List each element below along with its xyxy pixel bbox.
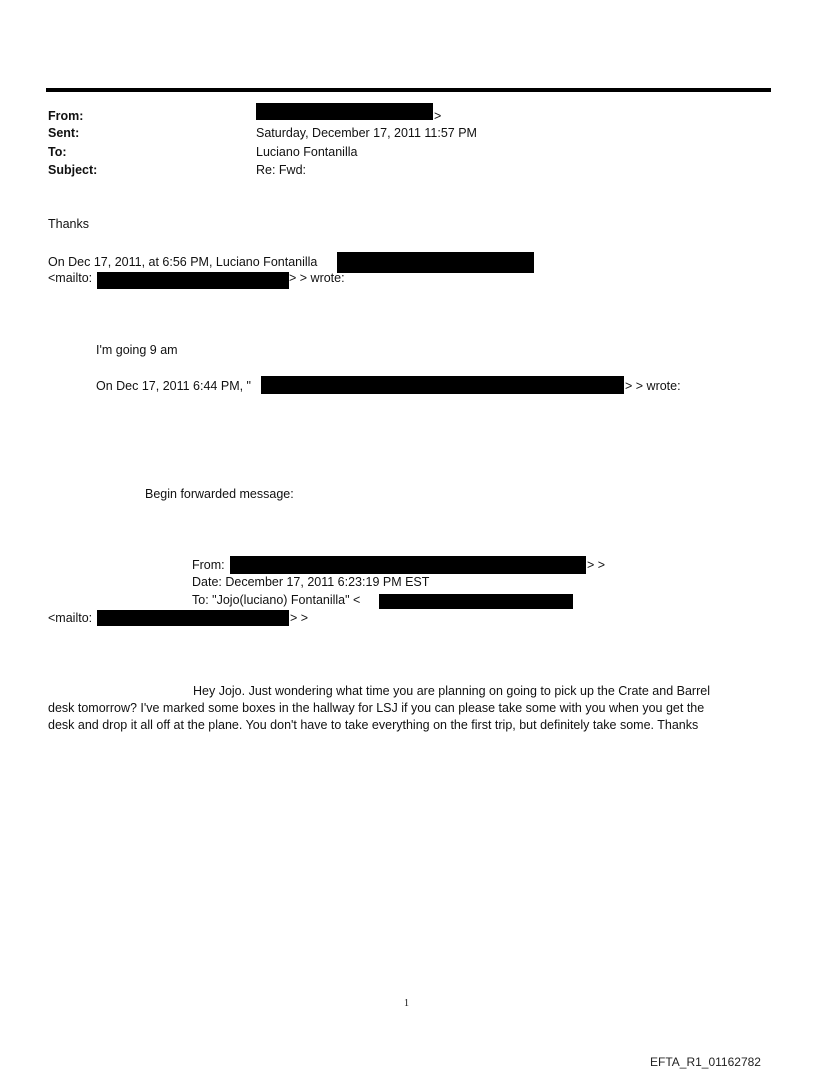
sent-value: Saturday, December 17, 2011 11:57 PM xyxy=(256,126,477,140)
forwarded-from-suffix: > > xyxy=(587,558,606,572)
to-label: To: xyxy=(48,145,67,159)
redaction-block xyxy=(256,103,433,120)
forwarded-mailto-suffix: > > xyxy=(290,611,309,625)
redaction-block xyxy=(97,610,289,626)
message-body-line2: desk tomorrow? I've marked some boxes in the hallway for LSJ if you can please take some with you when you get the xyxy=(48,701,705,715)
forward-begin-label: Begin forwarded message: xyxy=(145,487,294,501)
level1-quote-suffix: > > wrote: xyxy=(625,379,681,393)
redaction-block xyxy=(379,594,573,609)
forwarded-mailto-prefix: <mailto: xyxy=(48,611,93,625)
forwarded-to-line: To: "Jojo(luciano) Fontanilla" < xyxy=(192,593,361,607)
level1-quote-prefix: On Dec 17, 2011 6:44 PM, " xyxy=(96,379,251,393)
redaction-block xyxy=(337,252,534,273)
from-value-suffix: > xyxy=(434,109,442,123)
to-value: Luciano Fontanilla xyxy=(256,145,358,159)
redaction-block xyxy=(97,272,289,289)
document-id: EFTA_R1_01162782 xyxy=(650,1055,761,1069)
sent-label: Sent: xyxy=(48,126,80,140)
reply-thanks: Thanks xyxy=(48,217,89,231)
subject-label: Subject: xyxy=(48,163,98,177)
reply-quote-line1: On Dec 17, 2011, at 6:56 PM, Luciano Fontanilla xyxy=(48,255,318,269)
subject-value: Re: Fwd: xyxy=(256,163,307,177)
from-label: From: xyxy=(48,109,84,123)
page-number: 1 xyxy=(404,998,409,1009)
reply-quote-mailto-suffix: > > wrote: xyxy=(289,271,345,285)
message-body-line3: desk and drop it all off at the plane. You don't have to take everything on the first trip, but definitely take some. Thanks xyxy=(48,718,699,732)
message-body-line1: Hey Jojo. Just wondering what time you are planning on going to pick up the Crate and Barrel xyxy=(193,684,710,698)
level1-message: I'm going 9 am xyxy=(96,343,178,357)
forwarded-date-line: Date: December 17, 2011 6:23:19 PM EST xyxy=(192,575,430,589)
forwarded-from-label: From: xyxy=(192,558,225,572)
reply-quote-mailto-prefix: <mailto: xyxy=(48,271,93,285)
redaction-block xyxy=(261,376,624,394)
header-rule xyxy=(46,88,771,92)
redaction-block xyxy=(230,556,586,574)
